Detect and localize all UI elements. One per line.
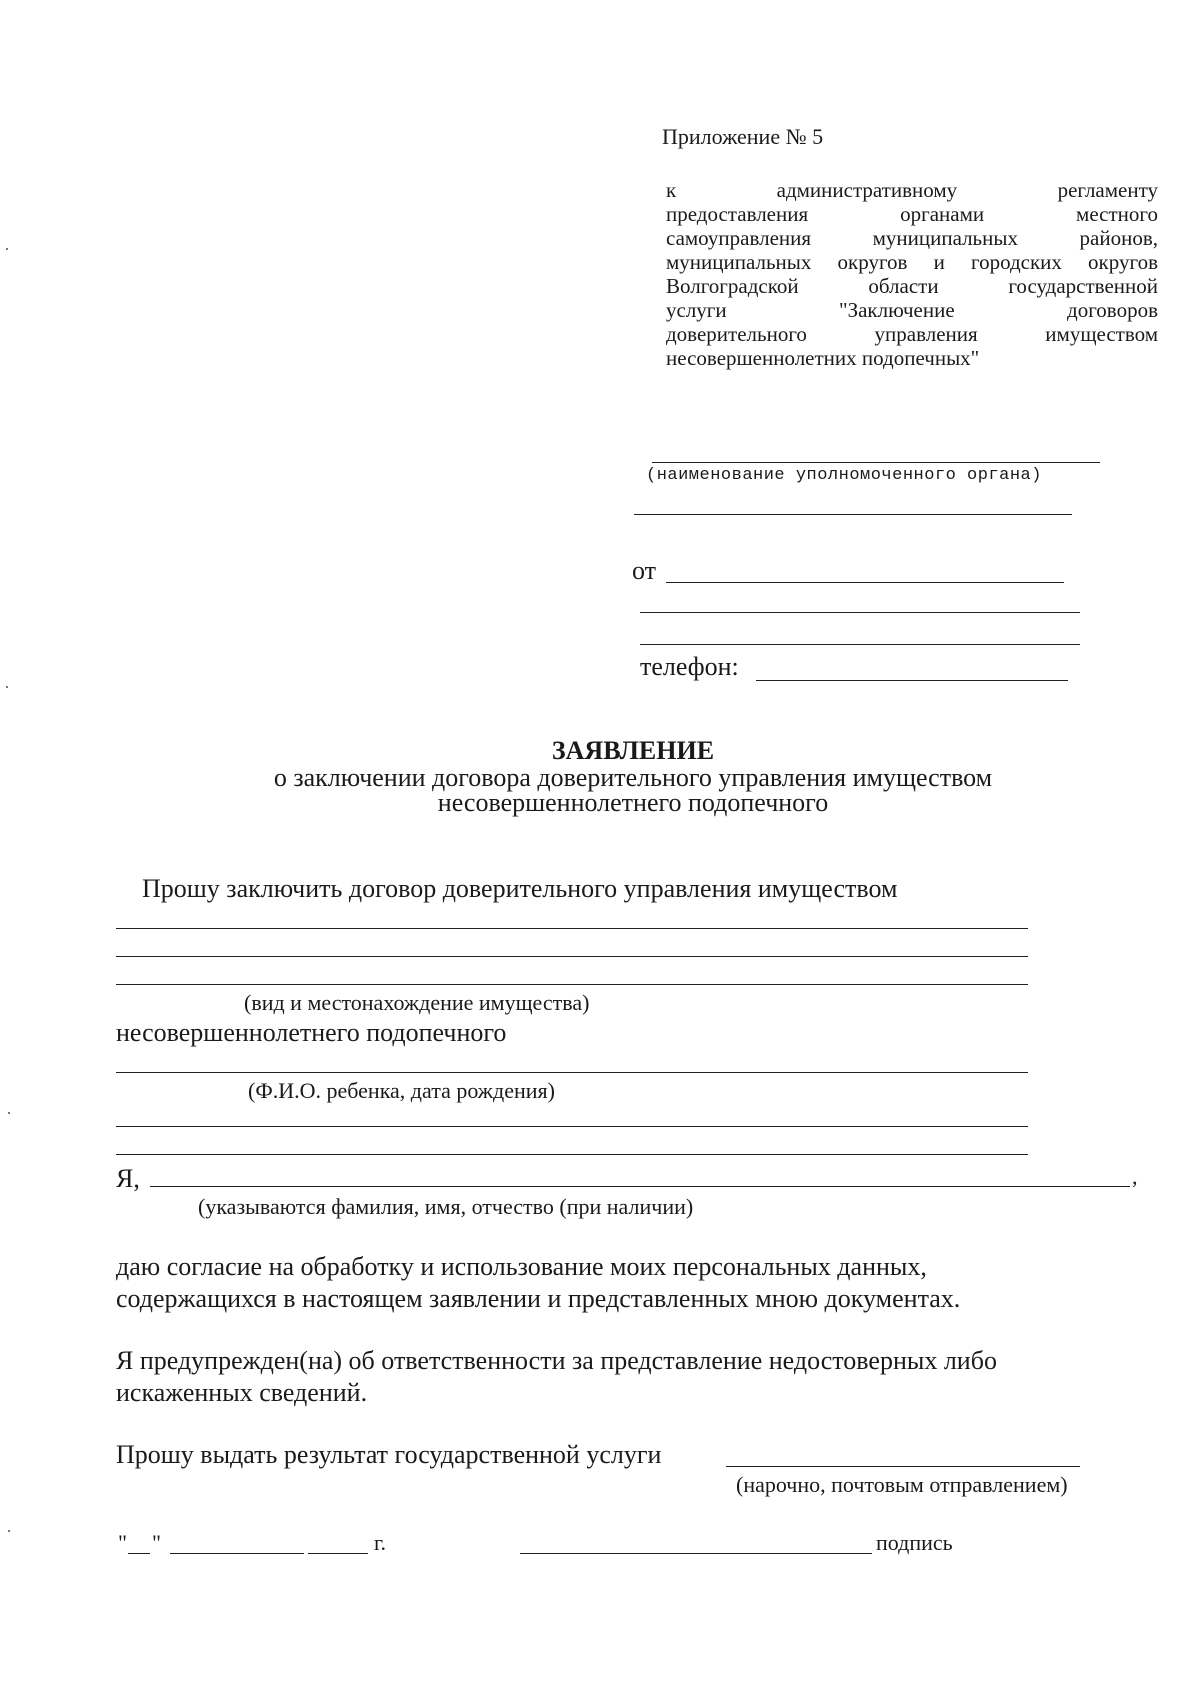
name-caption: (указываются фамилия, имя, отчество (при наличии) <box>198 1194 694 1219</box>
comma: , <box>1132 1164 1138 1189</box>
from-label: от <box>632 556 657 585</box>
date-year-field[interactable] <box>308 1553 368 1554</box>
consent-text: даю согласие на обработку и использование моих персональных данных, <box>116 1252 927 1281</box>
child-field[interactable] <box>116 1072 1028 1073</box>
phone-field[interactable] <box>756 680 1068 681</box>
regulation-reference <box>666 178 1158 370</box>
authority-name-field-2[interactable] <box>634 514 1072 515</box>
scan-speck <box>8 1112 10 1114</box>
date-day-field[interactable] <box>128 1553 150 1554</box>
regulation-line: Волгоградской области государственной <box>666 274 1158 298</box>
result-label: Прошу выдать результат государственной услуги <box>116 1440 662 1469</box>
child-caption: (Ф.И.О. ребенка, дата рождения) <box>248 1078 555 1103</box>
request-text: Прошу заключить договор доверительного управления имуществом <box>142 874 898 903</box>
date-month-field[interactable] <box>170 1553 304 1554</box>
applicant-name-field[interactable] <box>150 1186 1130 1187</box>
scan-speck <box>6 686 8 688</box>
scan-speck <box>8 1530 10 1532</box>
authority-caption: (наименование уполномоченного органа) <box>646 466 1042 485</box>
consent-text: содержащихся в настоящем заявлении и представленных мною документах. <box>116 1284 961 1313</box>
ward-label: несовершеннолетнего подопечного <box>116 1018 507 1047</box>
scan-speck <box>6 248 8 250</box>
warning-text: искаженных сведений. <box>116 1378 368 1407</box>
property-caption: (вид и местонахождение имущества) <box>244 990 590 1015</box>
regulation-line: предоставления органами местного <box>666 202 1158 226</box>
document-subtitle: о заключении договора доверительного управления имуществом <box>273 763 993 792</box>
from-field-3[interactable] <box>640 644 1080 645</box>
child-field-2[interactable] <box>116 1126 1028 1127</box>
date-quote-open: " <box>118 1530 127 1555</box>
regulation-line: самоуправления муниципальных районов, <box>666 226 1158 250</box>
from-field-2[interactable] <box>640 612 1080 613</box>
property-field-3[interactable] <box>116 984 1028 985</box>
regulation-line: услуги "Заключение договоров <box>666 298 1158 322</box>
authority-name-field[interactable] <box>652 462 1100 463</box>
from-field[interactable] <box>666 582 1064 583</box>
i-label: Я, <box>116 1164 140 1193</box>
result-method-field[interactable] <box>726 1466 1080 1467</box>
document-subtitle: несовершеннолетнего подопечного <box>437 788 829 817</box>
regulation-line: муниципальных округов и городских округов <box>666 250 1158 274</box>
warning-text: Я предупрежден(на) об ответственности за представление недостоверных либо <box>116 1346 997 1375</box>
regulation-line: доверительного управления имуществом <box>666 322 1158 346</box>
result-caption: (нарочно, почтовым отправлением) <box>736 1472 1068 1497</box>
date-quote-close: " <box>152 1530 161 1555</box>
child-field-3[interactable] <box>116 1154 1028 1155</box>
regulation-line: несовершеннолетних подопечных" <box>666 346 980 370</box>
regulation-line: к административному регламенту <box>666 178 1158 202</box>
appendix-label: Приложение № 5 <box>662 124 824 149</box>
signature-field[interactable] <box>520 1553 872 1554</box>
document-title: ЗАЯВЛЕНИЕ <box>551 736 715 765</box>
phone-label: телефон: <box>640 652 739 681</box>
property-field-2[interactable] <box>116 956 1028 957</box>
signature-label: подпись <box>876 1530 953 1555</box>
property-field[interactable] <box>116 928 1028 929</box>
year-suffix: г. <box>374 1530 387 1555</box>
